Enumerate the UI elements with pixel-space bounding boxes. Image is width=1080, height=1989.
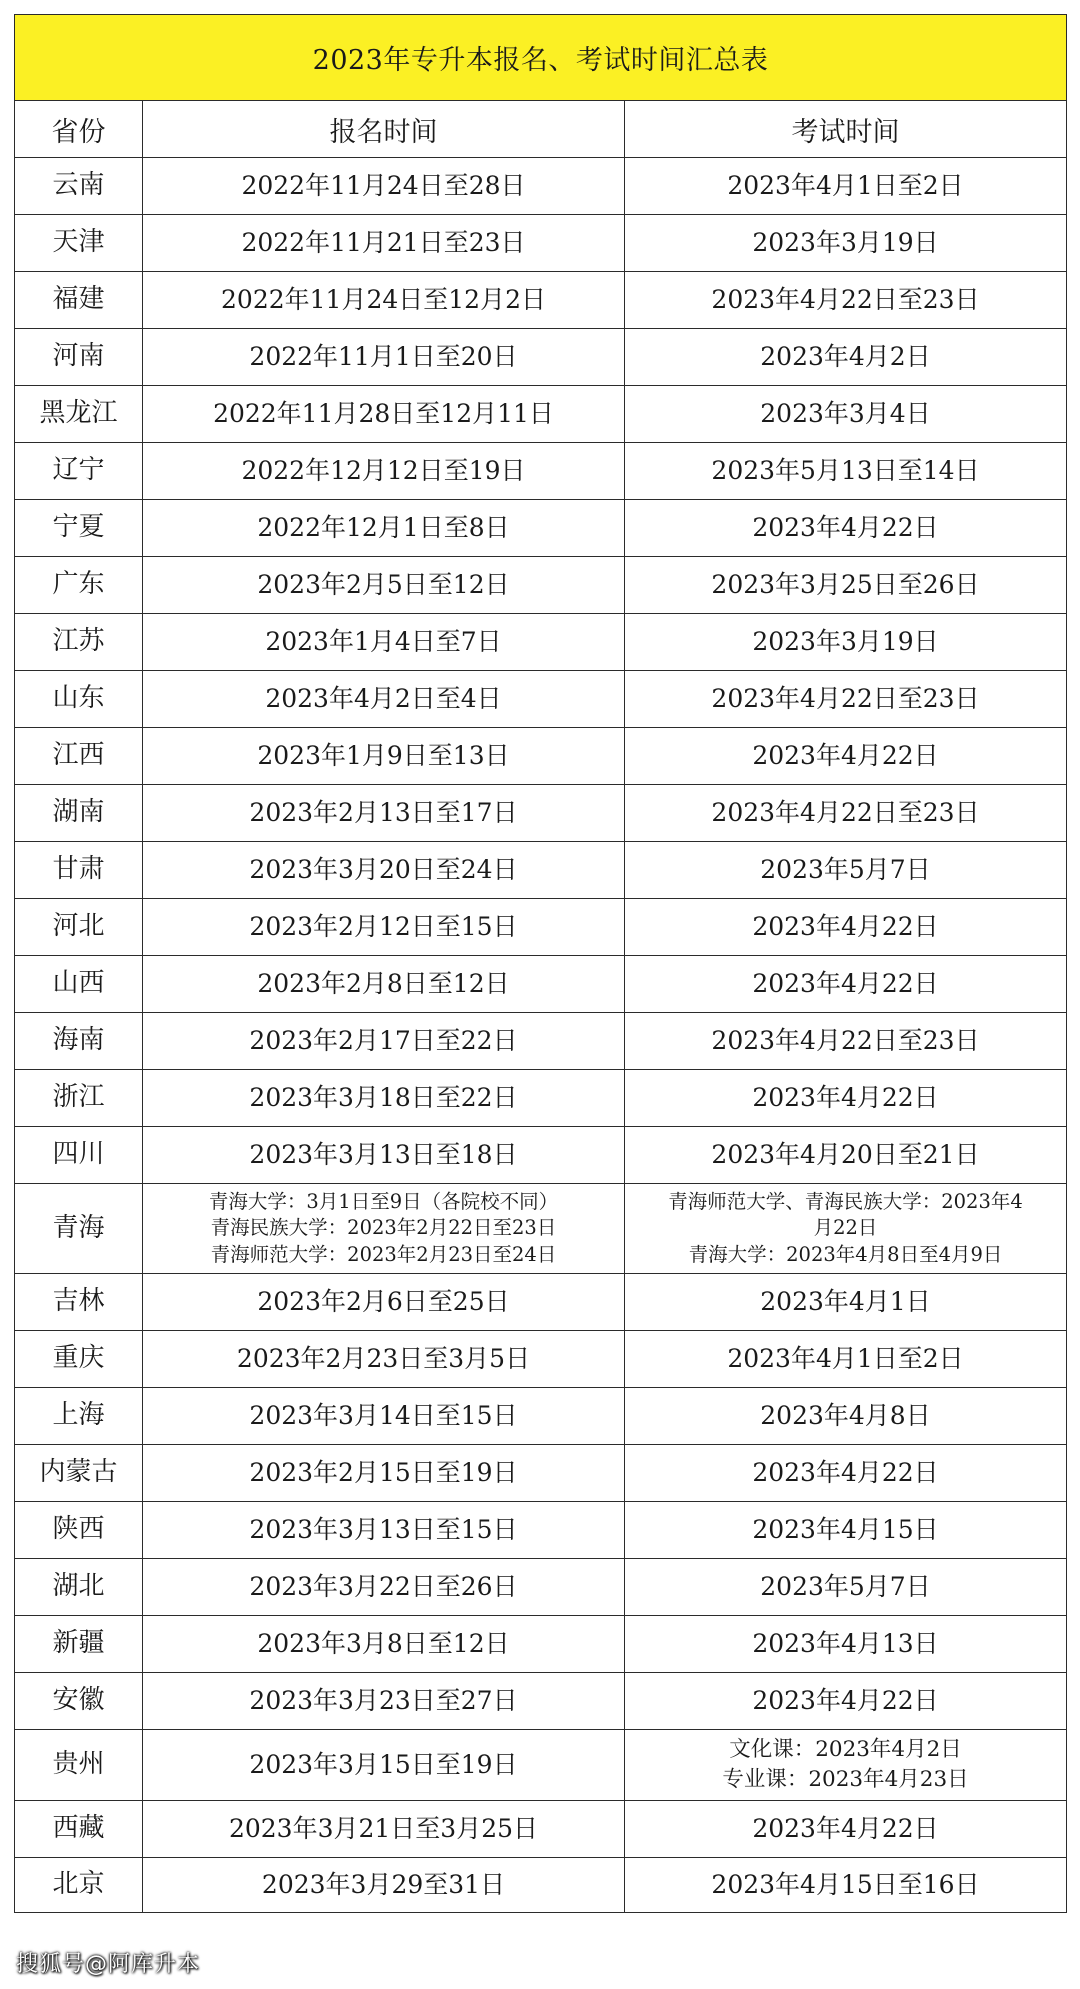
registration-time-cell: 2022年11月28日至12月11日 — [143, 386, 625, 443]
table-row — [15, 215, 1067, 272]
province-cell: 宁夏 — [15, 500, 143, 557]
exam-time-cell: 2023年3月19日 — [625, 215, 1067, 272]
exam-time-cell: 2023年4月15日至16日 — [625, 1858, 1067, 1913]
province-cell: 河南 — [15, 329, 143, 386]
exam-time-cell: 2023年4月22日 — [625, 899, 1067, 956]
exam-time-cell: 2023年4月22日 — [625, 728, 1067, 785]
province-cell: 新疆 — [15, 1616, 143, 1673]
table-row — [15, 956, 1067, 1013]
table-row — [15, 1274, 1067, 1331]
province-cell: 广东 — [15, 557, 143, 614]
registration-time-line: 青海民族大学：2023年2月22日至23日 — [210, 1216, 557, 1240]
exam-time-cell: 2023年4月22日至23日 — [625, 1013, 1067, 1070]
province-cell: 青海 — [15, 1184, 143, 1274]
registration-time-cell: 2023年1月9日至13日 — [143, 728, 625, 785]
exam-time-cell: 2023年4月8日 — [625, 1388, 1067, 1445]
registration-time-cell: 2022年12月1日至8日 — [143, 500, 625, 557]
registration-time-cell: 2023年3月8日至12日 — [143, 1616, 625, 1673]
exam-time-cell: 2023年3月19日 — [625, 614, 1067, 671]
table-row — [15, 1502, 1067, 1559]
exam-time-cell: 2023年4月22日 — [625, 1801, 1067, 1858]
registration-time-cell: 2022年11月24日至12月2日 — [143, 272, 625, 329]
schedule-table — [14, 14, 1067, 1913]
table-body — [15, 158, 1067, 1913]
province-cell: 重庆 — [15, 1331, 143, 1388]
province-cell: 山西 — [15, 956, 143, 1013]
table-row — [15, 1184, 1067, 1274]
province-cell: 山东 — [15, 671, 143, 728]
registration-time-cell: 2023年2月6日至25日 — [143, 1274, 625, 1331]
exam-time-line: 青海师范大学、青海民族大学：2023年4 — [668, 1190, 1023, 1214]
registration-time-cell: 2023年3月18日至22日 — [143, 1070, 625, 1127]
registration-time-cell: 2023年3月13日至15日 — [143, 1502, 625, 1559]
registration-time-cell: 2023年3月13日至18日 — [143, 1127, 625, 1184]
province-cell: 福建 — [15, 272, 143, 329]
province-cell: 吉林 — [15, 1274, 143, 1331]
header-exam: 考试时间 — [625, 101, 1067, 158]
province-cell: 云南 — [15, 158, 143, 215]
province-cell: 内蒙古 — [15, 1445, 143, 1502]
table-row — [15, 386, 1067, 443]
exam-time-cell: 2023年4月22日 — [625, 1070, 1067, 1127]
registration-time-cell: 2022年11月24日至28日 — [143, 158, 625, 215]
province-cell: 黑龙江 — [15, 386, 143, 443]
registration-time-cell: 2023年3月15日至19日 — [143, 1730, 625, 1801]
exam-time-cell: 2023年4月22日至23日 — [625, 785, 1067, 842]
exam-time-cell: 2023年4月22日至23日 — [625, 272, 1067, 329]
province-cell: 浙江 — [15, 1070, 143, 1127]
exam-time-line: 青海大学：2023年4月8日至4月9日 — [688, 1242, 1003, 1266]
registration-time-cell: 2023年1月4日至7日 — [143, 614, 625, 671]
province-cell: 天津 — [15, 215, 143, 272]
table-row — [15, 1559, 1067, 1616]
table-row — [15, 557, 1067, 614]
province-cell: 西藏 — [15, 1801, 143, 1858]
registration-time-cell: 2023年2月23日至3月5日 — [143, 1331, 625, 1388]
registration-time-cell: 2023年3月21日至3月25日 — [143, 1801, 625, 1858]
table-row — [15, 899, 1067, 956]
registration-time-cell: 2023年2月13日至17日 — [143, 785, 625, 842]
registration-time-cell: 2023年2月15日至19日 — [143, 1445, 625, 1502]
registration-time-cell: 2022年11月1日至20日 — [143, 329, 625, 386]
province-cell: 陕西 — [15, 1502, 143, 1559]
exam-time-cell: 2023年5月13日至14日 — [625, 443, 1067, 500]
exam-time-cell — [625, 1730, 1067, 1801]
table-row — [15, 1445, 1067, 1502]
registration-time-cell: 2023年4月2日至4日 — [143, 671, 625, 728]
registration-time-cell: 2023年2月12日至15日 — [143, 899, 625, 956]
table-row — [15, 1673, 1067, 1730]
exam-time-cell: 2023年4月2日 — [625, 329, 1067, 386]
table-row — [15, 1858, 1067, 1913]
province-cell: 河北 — [15, 899, 143, 956]
table-row — [15, 329, 1067, 386]
exam-time-cell: 2023年4月1日至2日 — [625, 158, 1067, 215]
table-title: 2023年专升本报名、考试时间汇总表 — [15, 15, 1067, 101]
table-row — [15, 614, 1067, 671]
province-cell: 上海 — [15, 1388, 143, 1445]
exam-time-line: 月22日 — [813, 1216, 878, 1240]
registration-time-cell: 2023年3月14日至15日 — [143, 1388, 625, 1445]
registration-time-cell: 2023年3月29至31日 — [143, 1858, 625, 1913]
registration-time-cell: 2023年3月22日至26日 — [143, 1559, 625, 1616]
registration-time-cell: 2023年3月20日至24日 — [143, 842, 625, 899]
watermark-text: 搜狐号@阿库升本 — [16, 1952, 201, 1977]
registration-time-cell: 2022年11月21日至23日 — [143, 215, 625, 272]
exam-time-cell: 2023年3月25日至26日 — [625, 557, 1067, 614]
province-cell: 海南 — [15, 1013, 143, 1070]
exam-time-cell: 2023年3月4日 — [625, 386, 1067, 443]
registration-time-cell — [143, 1184, 625, 1274]
exam-time-cell: 2023年4月22日 — [625, 1445, 1067, 1502]
table-row — [15, 728, 1067, 785]
table-row — [15, 1331, 1067, 1388]
exam-time-cell: 2023年4月15日 — [625, 1502, 1067, 1559]
header-province: 省份 — [15, 101, 143, 158]
table-row — [15, 1013, 1067, 1070]
registration-time-cell: 2022年12月12日至19日 — [143, 443, 625, 500]
exam-time-cell: 2023年4月22日 — [625, 956, 1067, 1013]
province-cell: 辽宁 — [15, 443, 143, 500]
exam-time-line: 专业课：2023年4月23日 — [722, 1767, 969, 1792]
province-cell: 湖北 — [15, 1559, 143, 1616]
table-row — [15, 1127, 1067, 1184]
province-cell: 甘肃 — [15, 842, 143, 899]
exam-time-line: 文化课：2023年4月2日 — [729, 1736, 962, 1762]
header-registration: 报名时间 — [143, 101, 625, 158]
exam-time-cell: 2023年4月22日 — [625, 1673, 1067, 1730]
table-row — [15, 272, 1067, 329]
exam-time-cell: 2023年5月7日 — [625, 842, 1067, 899]
exam-time-cell: 2023年5月7日 — [625, 1559, 1067, 1616]
table-row — [15, 671, 1067, 728]
registration-time-line: 青海师范大学：2023年2月23日至24日 — [210, 1242, 557, 1266]
province-cell: 四川 — [15, 1127, 143, 1184]
exam-time-cell — [625, 1184, 1067, 1274]
province-cell: 江西 — [15, 728, 143, 785]
province-cell: 北京 — [15, 1858, 143, 1913]
table-row — [15, 443, 1067, 500]
schedule-sheet — [14, 14, 1066, 1913]
table-row — [15, 1616, 1067, 1673]
exam-time-cell: 2023年4月22日 — [625, 500, 1067, 557]
registration-time-line: 青海大学：3月1日至9日（各院校不同） — [208, 1190, 559, 1214]
table-row — [15, 785, 1067, 842]
exam-time-cell: 2023年4月13日 — [625, 1616, 1067, 1673]
table-row — [15, 1730, 1067, 1801]
table-row — [15, 1070, 1067, 1127]
exam-time-cell: 2023年4月1日至2日 — [625, 1331, 1067, 1388]
table-row — [15, 158, 1067, 215]
registration-time-cell: 2023年3月23日至27日 — [143, 1673, 625, 1730]
table-row — [15, 1801, 1067, 1858]
exam-time-cell: 2023年4月1日 — [625, 1274, 1067, 1331]
province-cell: 江苏 — [15, 614, 143, 671]
table-row — [15, 842, 1067, 899]
province-cell: 安徽 — [15, 1673, 143, 1730]
province-cell: 湖南 — [15, 785, 143, 842]
registration-time-cell: 2023年2月5日至12日 — [143, 557, 625, 614]
exam-time-cell: 2023年4月22日至23日 — [625, 671, 1067, 728]
title-row — [15, 15, 1067, 101]
registration-time-cell: 2023年2月8日至12日 — [143, 956, 625, 1013]
registration-time-cell: 2023年2月17日至22日 — [143, 1013, 625, 1070]
table-row — [15, 1388, 1067, 1445]
province-cell: 贵州 — [15, 1730, 143, 1801]
table-row — [15, 500, 1067, 557]
exam-time-cell: 2023年4月20日至21日 — [625, 1127, 1067, 1184]
header-row — [15, 101, 1067, 158]
